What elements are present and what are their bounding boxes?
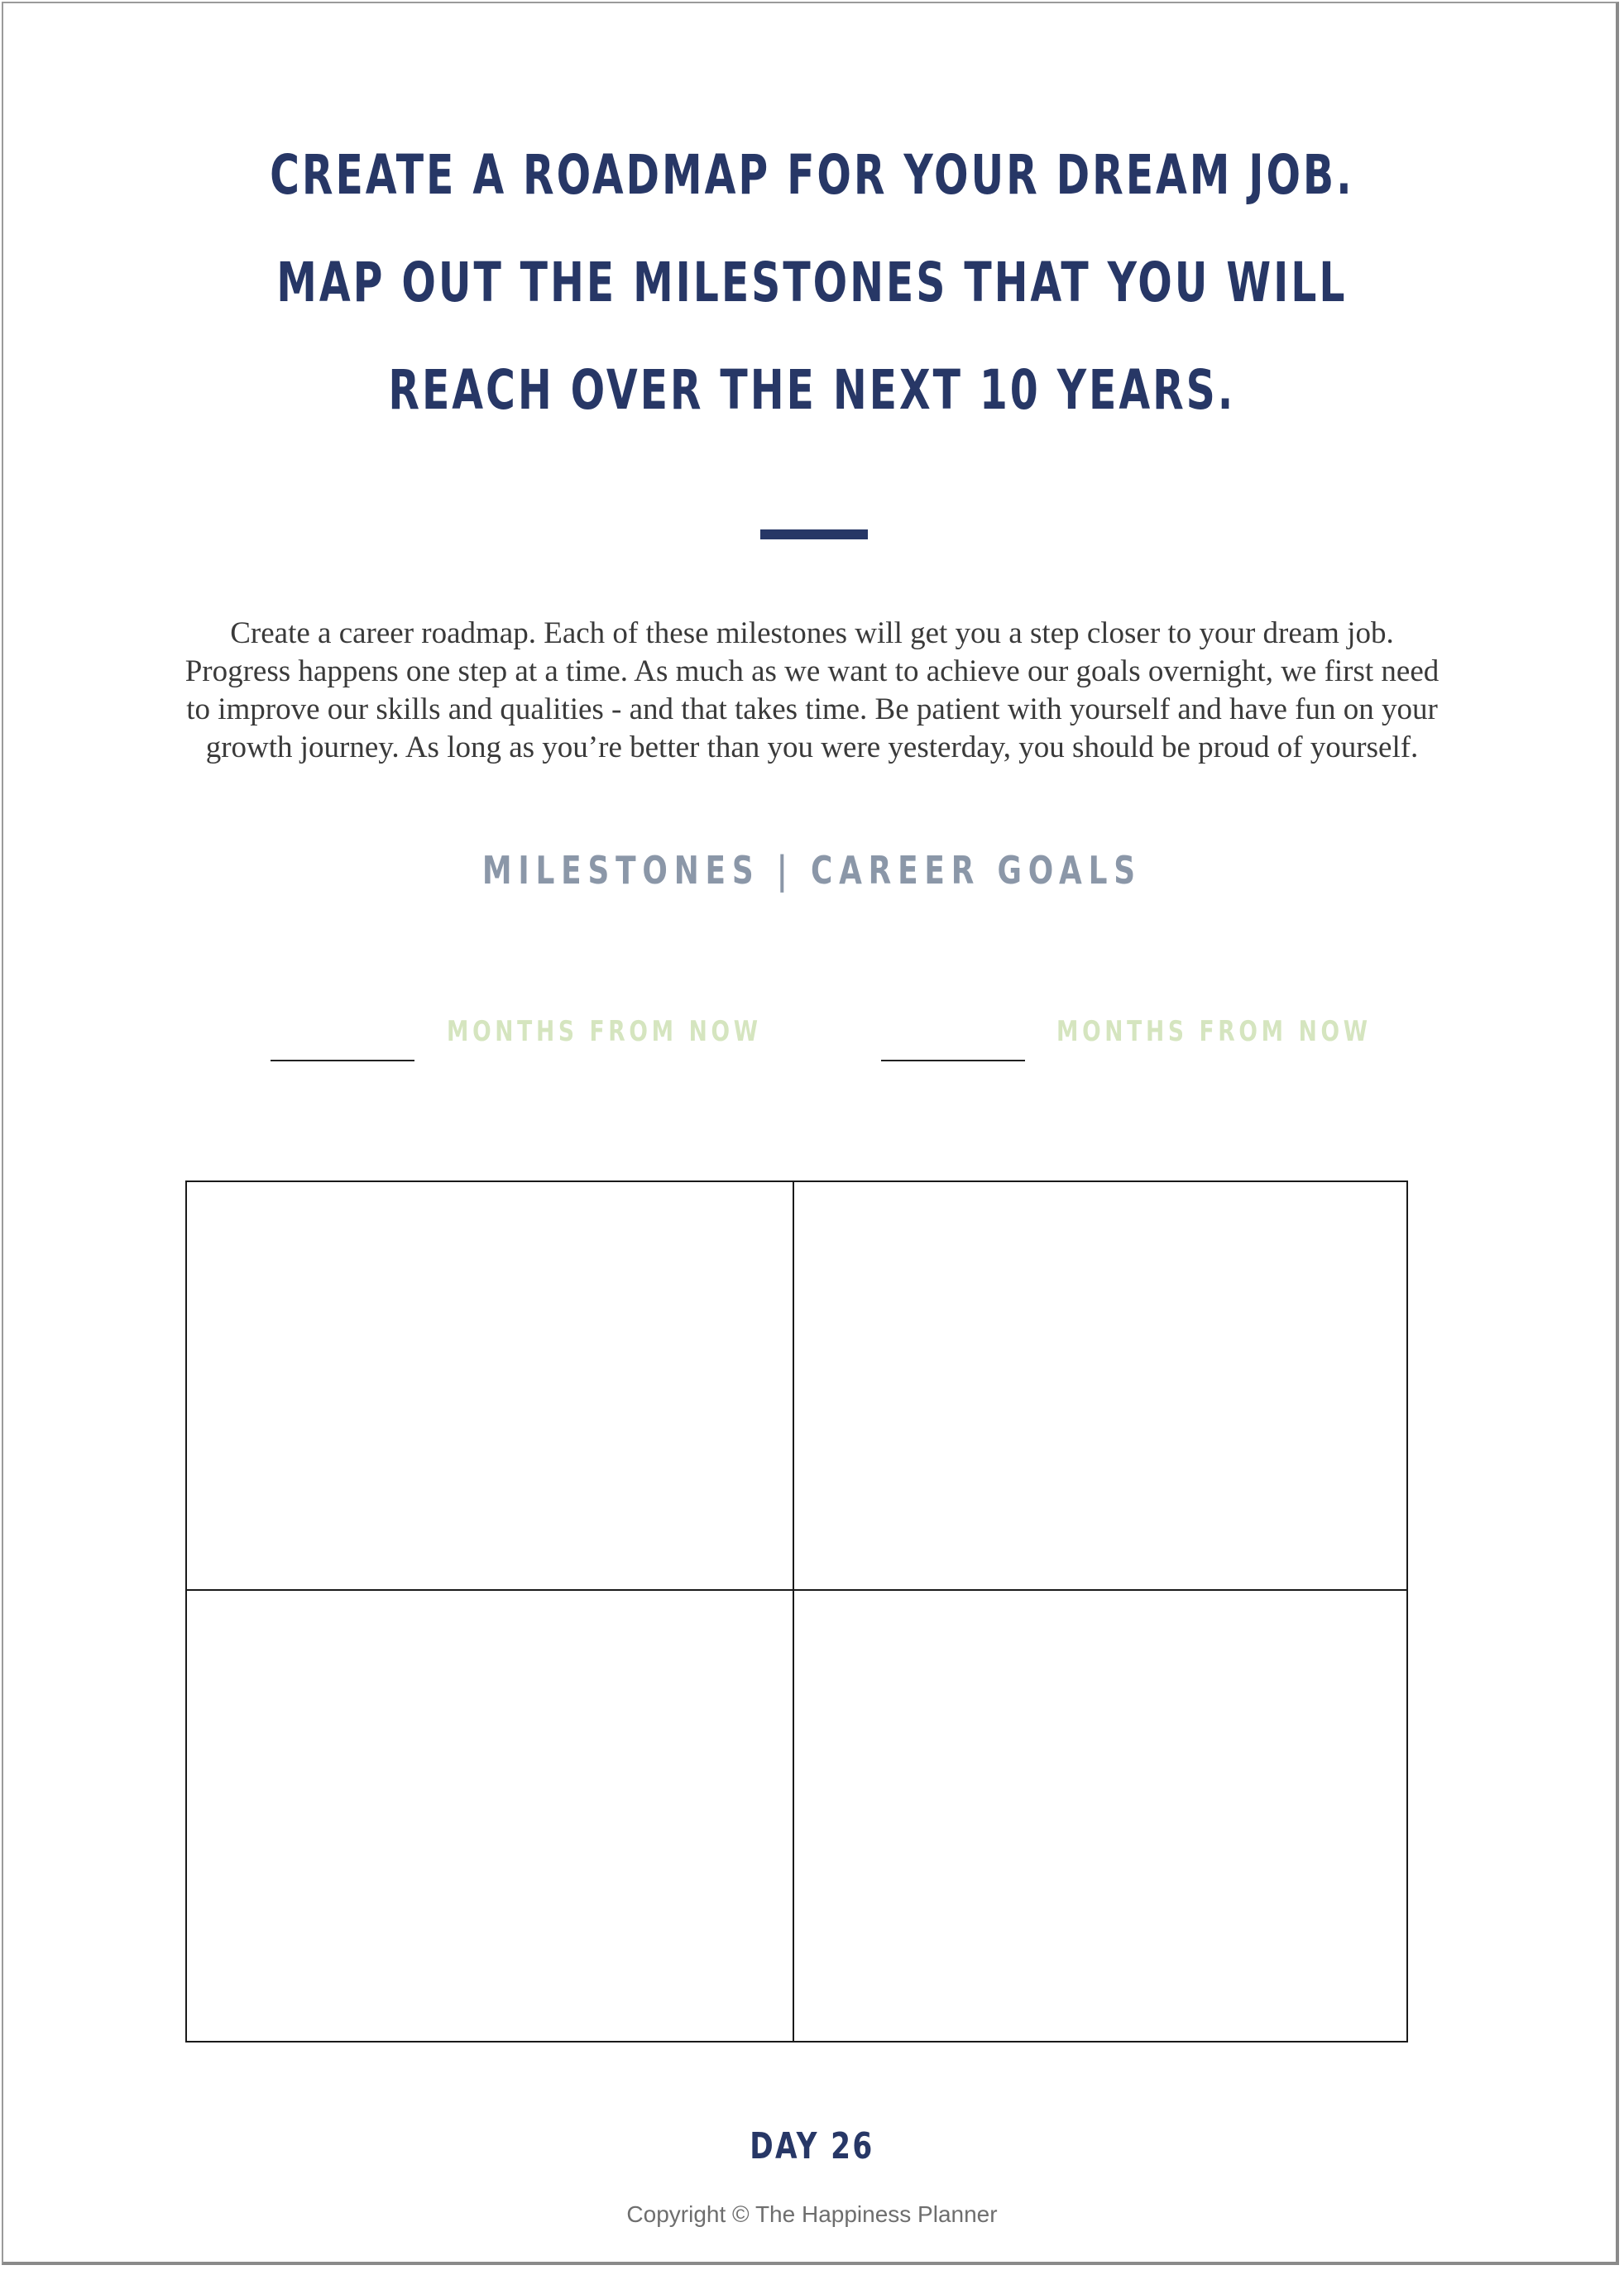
title-divider: [760, 529, 868, 539]
headline-line-2: MAP OUT THE MILESTONES THAT YOU WILL: [276, 251, 1348, 314]
milestone-box-4[interactable]: [793, 1589, 1408, 2043]
milestone-box-2[interactable]: [793, 1180, 1408, 1591]
milestone-box-1[interactable]: [185, 1180, 794, 1591]
months-label-left: MONTHS FROM NOW: [447, 1015, 762, 1048]
milestone-box-3[interactable]: [185, 1589, 794, 2043]
copyright-text: Copyright © The Happiness Planner: [626, 2201, 998, 2227]
months-blank-left[interactable]: [271, 1060, 414, 1061]
months-label-right: MONTHS FROM NOW: [1056, 1015, 1372, 1048]
section-title: MILESTONES | CAREER GOALS: [481, 848, 1142, 893]
milestone-grid: [185, 1180, 1408, 2043]
intro-line-2: Progress happens one step at a time. As much as we want to achieve our goals overnight, we first need: [184, 654, 1440, 688]
headline-line-3: REACH OVER THE NEXT 10 YEARS.: [388, 358, 1236, 422]
intro-line-1: Create a career roadmap. Each of these milestones will get you a step closer to your dream job.: [230, 616, 1394, 650]
day-label: DAY 26: [750, 2125, 874, 2167]
headline-line-1: CREATE A ROADMAP FOR YOUR DREAM JOB.: [270, 143, 1354, 207]
intro-line-4: growth journey. As long as you’re better than you were yesterday, you should be proud of yourself.: [205, 730, 1419, 764]
months-blank-right[interactable]: [881, 1060, 1025, 1061]
intro-line-3: to improve our skills and qualities - and that takes time. Be patient with yourself and have fun on your: [186, 692, 1438, 726]
